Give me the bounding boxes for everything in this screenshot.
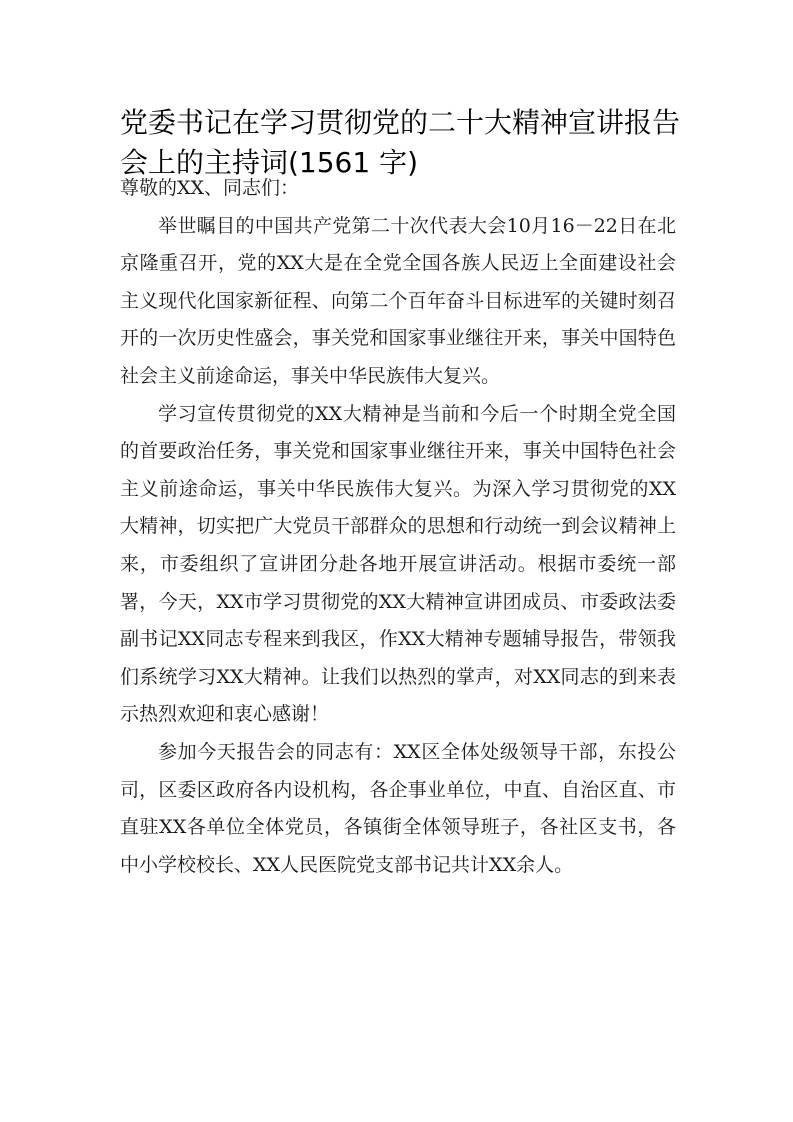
paragraph-opening: 举世瞩目的中国共产党第二十次代表大会10月16－22日在北京隆重召开，党的XX大是在全党全国各族人民迈上全面建设社会主义现代化国家新征程、向第二个百年奋斗目标进军的关键时刻召开的一次历史性盛会，事关党和国家事业继往开来，事关中国特色社会主义前途命运，事关中华民族伟大复兴。 <box>120 214 676 387</box>
salutation: 尊敬的XX、同志们： <box>120 177 300 199</box>
paragraph-study-purpose: 学习宣传贯彻党的XX大精神是当前和今后一个时期全党全国的首要政治任务，事关党和国家事业继往开来，事关中国特色社会主义前途命运，事关中华民族伟大复兴。为深入学习贯彻党的XX大精神，切实把广大党员干部群众的思想和行动统一到会议精神上来，市委组织了宣讲团分赴各地开展宣讲活动。根据市委统一部署，今天，XX市学习贯彻党的XX大精神宣讲团成员、市委政法委副书记XX同志专程来到我区，作XX大精神专题辅导报告，带领我们系统学习XX大精神。让我们以热烈的掌声，对XX同志的到来表示热烈欢迎和衷心感谢！ <box>120 402 676 726</box>
document-title: 党委书记在学习贯彻党的二十大精神宣讲报告会上的主持词(1561 字) <box>120 106 681 179</box>
paragraph-attendees: 参加今天报告会的同志有：XX区全体处级领导干部，东投公司，区委区政府各内设机构，各企事业单位，中直、自治区直、市直驻XX各单位全体党员，各镇街全体领导班子，各社区支书，各中小学校校长、XX人民医院党支部书记共计XX余人。 <box>120 740 676 876</box>
document-body <box>120 170 676 884</box>
